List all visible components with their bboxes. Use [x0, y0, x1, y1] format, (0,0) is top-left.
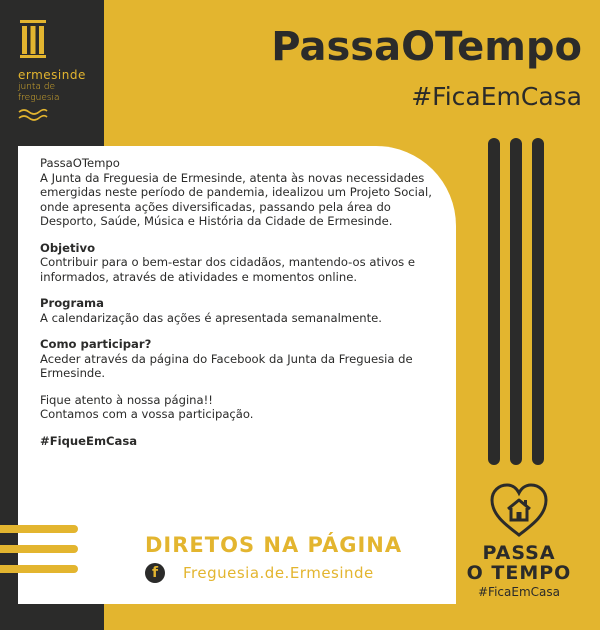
horizontal-bars: [0, 525, 80, 575]
card-text: [40, 156, 440, 460]
brand-hashtag: #FicaEmCasa: [478, 585, 560, 599]
intro-body: A Junta da Freguesia de Ermesinde, atenta às novas necessidades emergidas neste período de pandemia, idealizou um Projeto Social, onde apresenta ações diversificadas, passando pela área do Desporto, Saúde, Música e História da Cidade de Ermesinde.: [40, 170, 432, 228]
vertical-bar: [510, 138, 522, 465]
participar-heading: Como participar?: [40, 337, 152, 351]
objetivo-body: Contribuir para o bem-estar dos cidadãos, mantendo-os ativos e informados, através de atividades e momentos online.: [40, 255, 416, 284]
columns-icon: [18, 18, 48, 58]
horizontal-bar: [0, 565, 78, 573]
brand-line1: PASSA: [482, 542, 556, 564]
horizontal-bar: [0, 545, 78, 553]
brand-line2: O TEMPO: [466, 562, 572, 584]
page-title: PassaOTempo: [271, 24, 582, 70]
heart-house-icon: [488, 481, 550, 539]
objetivo-heading: Objetivo: [40, 240, 96, 255]
passaotempo-brand: [466, 481, 572, 599]
closing-line1: Fique atento à nossa página!!: [40, 392, 213, 407]
programa-body: A calendarização das ações é apresentada semanalmente.: [40, 310, 382, 325]
direto-label: DIRETOS NA PÁGINA: [145, 533, 403, 557]
horizontal-bar: [0, 525, 78, 533]
vertical-bars: [488, 138, 544, 465]
vertical-bar: [488, 138, 500, 465]
intro-heading: PassaOTempo: [40, 156, 120, 170]
vertical-bar: [532, 138, 544, 465]
logo-sub-line1: junta de: [18, 82, 56, 92]
waves-icon: [18, 108, 48, 122]
programa-heading: Programa: [40, 296, 104, 310]
participar-body: Aceder através da página do Facebook da Junta da Freguesia de Ermesinde.: [40, 351, 413, 380]
closing-line2: Contamos com a vossa participação.: [40, 407, 254, 421]
card-hashtag: #FiqueEmCasa: [40, 433, 138, 448]
ermesinde-logo: [18, 18, 98, 126]
facebook-link[interactable]: [145, 563, 374, 583]
logo-sub-line2: freguesia: [18, 93, 60, 103]
facebook-page-name[interactable]: Freguesia.de.Ermesinde: [183, 564, 374, 582]
header-hashtag: #FicaEmCasa: [411, 82, 582, 111]
logo-name: ermesinde: [18, 68, 86, 82]
facebook-icon: f: [145, 563, 165, 583]
